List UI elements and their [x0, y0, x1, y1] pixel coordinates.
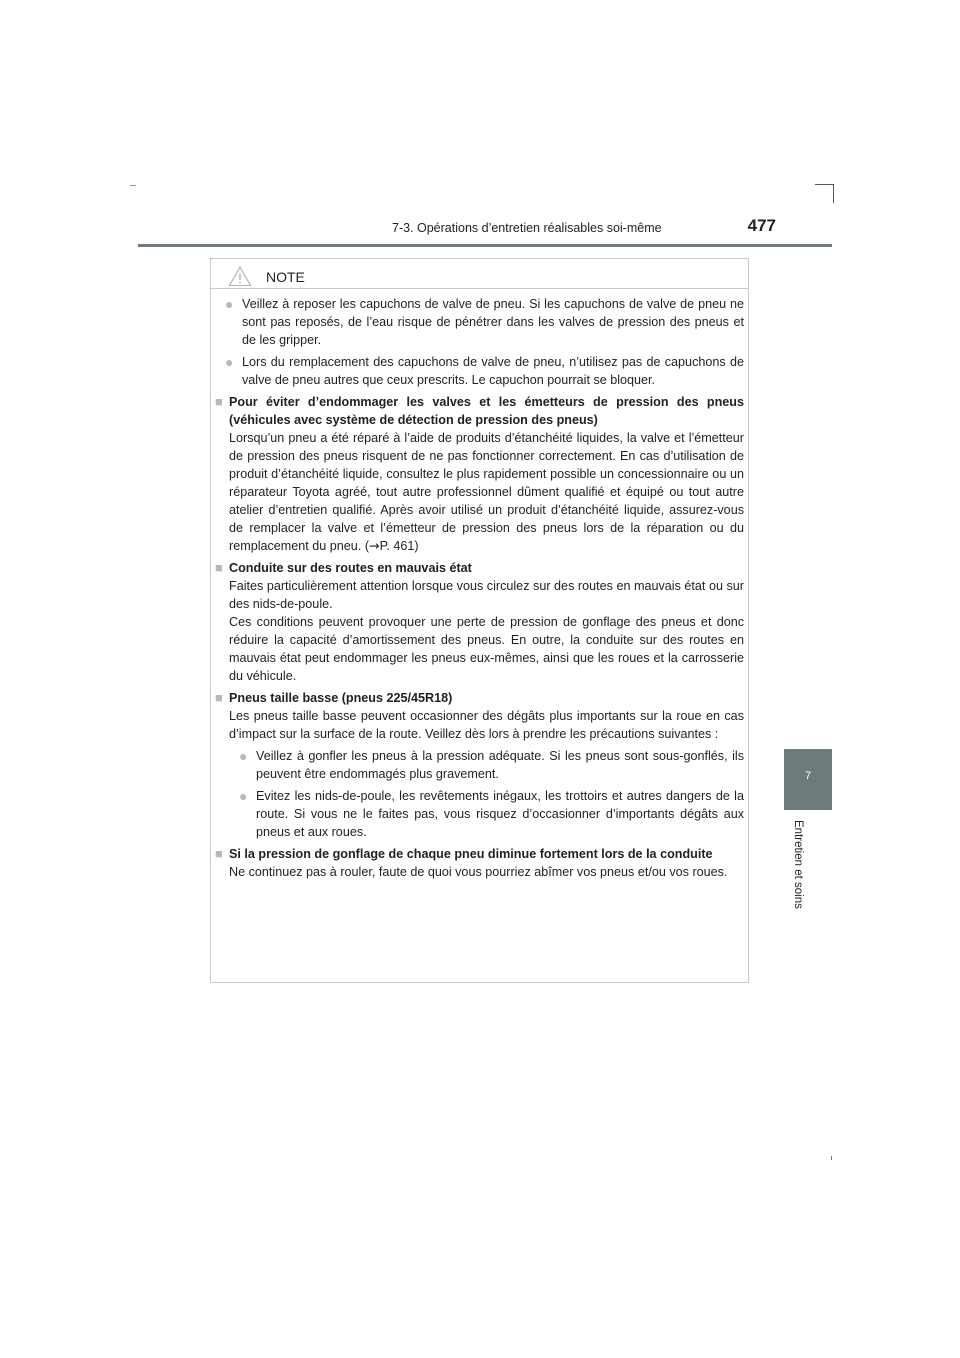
list-item: [215, 787, 744, 841]
section-body: Ces conditions peuvent provoquer une perte de pression de gonflage des pneus et donc réduire la capacité d’amortissement des pneus. En outre, la conduite sur des routes en mauvais état peut endommager les pneus eux-mêmes, ainsi que les roues et la carrosserie du véhicule.: [229, 615, 744, 683]
heading-text: Pneus taille basse (pneus 225/45R18): [229, 691, 453, 705]
section-heading: [215, 559, 744, 577]
bullet-text: Evitez les nids-de-poule, les revêtements inégaux, les trottoirs et autres dangers de la route. Si vous ne le faites pas, vous risquez d’occasionner d’importants dégâts aux pneus et aux roues.: [256, 789, 744, 839]
note-box: [210, 258, 749, 983]
section-body: [215, 429, 744, 555]
crop-mark-top-right-vertical: [833, 184, 834, 203]
section-heading: [215, 393, 744, 429]
page-reference-link[interactable]: P. 461): [379, 539, 419, 553]
heading-text: Si la pression de gonflage de chaque pneu diminue fortement lors de la conduite: [229, 847, 713, 861]
chapter-number: 7: [804, 770, 812, 782]
header-rule: [138, 244, 832, 247]
section-title: 7-3. Opérations d’entretien réalisables soi-même: [392, 221, 662, 235]
crop-mark-top-right: [815, 184, 834, 185]
crop-mark-top-left: [130, 185, 136, 186]
bullet-circle-icon: ●: [225, 354, 234, 370]
page-number: 477: [747, 216, 776, 235]
bullet-circle-icon: ●: [239, 748, 248, 764]
chapter-tab: [784, 749, 832, 810]
bullet-text: Veillez à gonfler les pneus à la pression adéquate. Si les pneus sont sous-gonflés, ils peuvent être endommagés plus gravement.: [256, 749, 744, 781]
bullet-circle-icon: ●: [225, 296, 234, 312]
section-heading: [215, 845, 744, 863]
bullet-circle-icon: ●: [239, 788, 248, 804]
square-bullet-icon: ■: [215, 560, 223, 575]
heading-text: Pour éviter d’endommager les valves et les émetteurs de pression des pneus (véhicules avec système de détection de pression des pneus): [229, 395, 744, 427]
list-item: [215, 747, 744, 783]
page-header: [392, 216, 776, 240]
chapter-label: Entretien et soins: [792, 820, 804, 909]
list-item: [215, 295, 744, 349]
heading-text: Conduite sur des routes en mauvais état: [229, 561, 472, 575]
bullet-text: Lors du remplacement des capuchons de valve de pneu, n’utilisez pas de capuchons de valve de pneu autres que ceux prescrits. Le capuchon pourrait se bloquer.: [242, 355, 744, 387]
note-body: [215, 295, 744, 885]
crop-mark-bottom-right: [831, 1156, 832, 1160]
body-text: Lorsqu’un pneu a été réparé à l’aide de produits d’étanchéité liquides, la valve et l’émetteur de pression des pneus risquent de ne pas fonctionner correctement. En cas d’utilisation de produit d’étanchéité liquide, consultez le plus rapidement possible un concessionnaire ou un réparateur Toyota agréé, tout autre professionnel dûment qualifié et équipé ou tout autre atelier d’entretien qualifié. Après avoir utilisé un produit d’étanchéité liquide, assurez-vous de remplacer la valve et l’émetteur de pression des pneus lors de la réparation ou du remplacement du pneu. (: [229, 431, 744, 553]
list-item: [215, 353, 744, 389]
warning-triangle-icon: [228, 265, 252, 287]
square-bullet-icon: ■: [215, 690, 223, 705]
section-heading: [215, 689, 744, 707]
square-bullet-icon: ■: [215, 394, 223, 409]
bullet-text: Veillez à reposer les capuchons de valve de pneu. Si les capuchons de valve de pneu ne sont pas reposés, de l’eau risque de pénétrer dans les valves de pression des pneus et de les gripper.: [242, 297, 744, 347]
section-body: Les pneus taille basse peuvent occasionner des dégâts plus importants sur la roue en cas d’impact sur la surface de la route. Veillez dès lors à prendre les précautions suivantes :: [229, 709, 744, 741]
section-body: Faites particulièrement attention lorsque vous circulez sur des routes en mauvais état ou sur des nids-de-poule.: [229, 579, 744, 611]
note-title: NOTE: [266, 269, 305, 285]
section-body: Ne continuez pas à rouler, faute de quoi vous pourriez abîmer vos pneus et/ou vos roues.: [229, 865, 728, 879]
square-bullet-icon: ■: [215, 846, 223, 861]
note-divider: [211, 288, 748, 289]
reference-arrow-icon: →: [369, 538, 380, 553]
